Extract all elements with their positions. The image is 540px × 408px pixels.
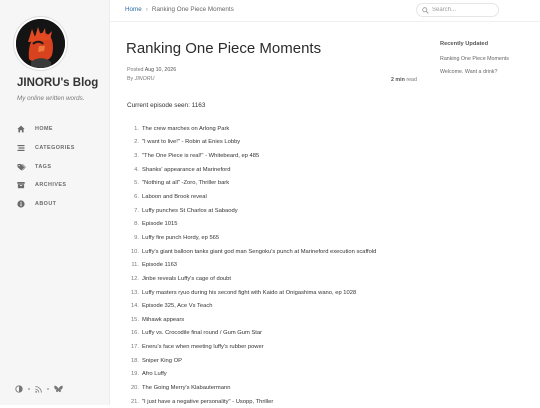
list-item-text: Luffy masters ryuo during his second fight with Kaido at Onigashima wano, ep 1028	[142, 289, 357, 296]
list-item	[126, 163, 426, 177]
list-item-number: 6.	[134, 194, 139, 201]
list-item-number: 19.	[130, 371, 139, 378]
site-subtitle: My online written words.	[17, 95, 85, 102]
list-item-number: 11.	[131, 262, 139, 269]
avatar[interactable]	[16, 19, 65, 68]
nav-label-home: HOME	[35, 126, 53, 133]
search-box[interactable]	[416, 3, 499, 17]
list-item-number: 10.	[130, 248, 139, 255]
nav-item-tags[interactable]	[0, 157, 110, 176]
list-item	[126, 190, 426, 204]
list-item	[126, 340, 426, 354]
list-item-number: 21.	[130, 398, 139, 405]
panel-link[interactable]: Ranking One Piece Moments	[440, 56, 509, 62]
post-title: Ranking One Piece Moments	[126, 40, 322, 57]
list-item-number: 1.	[134, 125, 139, 132]
list-item	[126, 368, 426, 382]
rss-icon[interactable]	[35, 380, 42, 398]
nav-label-tags: TAGS	[35, 163, 52, 170]
list-item	[126, 286, 426, 300]
list-item	[126, 354, 426, 368]
list-item-number: 15.	[130, 316, 139, 323]
separator-dot	[28, 388, 30, 390]
nav-item-home[interactable]	[0, 120, 110, 139]
list-item-number: 14.	[130, 303, 139, 310]
list-item	[126, 217, 426, 231]
search-icon	[422, 1, 429, 19]
posted-label: Posted	[127, 67, 144, 73]
author-name: JINORU	[134, 76, 155, 82]
list-item-number: 8.	[134, 221, 139, 228]
list-item-number: 4.	[134, 166, 139, 173]
nav-item-archives[interactable]	[0, 176, 110, 195]
list-item	[126, 122, 426, 136]
posted-date: Aug 10, 2026	[144, 67, 177, 73]
list-item-text: Episode 1015	[142, 221, 178, 228]
moments-list	[126, 122, 426, 408]
list-item-text: The Going Merry's Klabautermann	[142, 384, 231, 391]
sidebar-nav	[0, 120, 110, 213]
list-item-number: 3.	[134, 153, 139, 160]
sidebar	[0, 0, 110, 405]
list-item	[126, 177, 426, 191]
list-item-number: 17.	[130, 344, 139, 351]
topbar	[110, 0, 540, 22]
bluesky-icon[interactable]	[54, 380, 63, 398]
list-item-number: 18.	[130, 357, 139, 364]
list-item-text: Mihawk appears	[142, 316, 185, 323]
list-item	[126, 245, 426, 259]
stream-icon	[16, 143, 26, 153]
list-item-text: "I just have a negative personality" - Usopp, Thriller	[142, 398, 274, 405]
list-item	[126, 313, 426, 327]
read-time	[391, 77, 417, 83]
list-item-text: Afro Luffy	[142, 371, 167, 378]
list-item-number: 7.	[134, 207, 139, 214]
list-item-number: 20.	[130, 384, 139, 391]
list-item-text: Laboon and Brook reveal	[142, 194, 207, 201]
nav-item-about[interactable]	[0, 195, 110, 214]
list-item-number: 9.	[134, 234, 139, 241]
post-date	[127, 67, 176, 73]
list-item-number: 5.	[134, 180, 139, 187]
list-item	[126, 136, 426, 150]
read-time-value: 2 min	[391, 77, 405, 83]
separator-dot	[47, 388, 49, 390]
panel-link[interactable]: Welcome. Want a drink?	[440, 69, 498, 75]
nav-label-categories: CATEGORIES	[35, 145, 75, 152]
site-title[interactable]: JINORU's Blog	[17, 77, 99, 89]
sidebar-bottom	[15, 380, 63, 398]
list-item-number: 2.	[134, 139, 139, 146]
list-item-text: Episode 1163	[142, 262, 178, 269]
nav-label-about: ABOUT	[35, 201, 57, 208]
list-item-text: Episode 325, Ace Vs Teach	[142, 303, 213, 310]
list-item	[126, 231, 426, 245]
nav-label-archives: ARCHIVES	[35, 182, 67, 189]
breadcrumb-separator: ›	[145, 6, 148, 13]
tags-icon	[16, 162, 26, 172]
list-item-text: Jinbe reveals Luffy's cage of doubt	[142, 275, 231, 282]
read-label: read	[406, 77, 417, 83]
list-item-text: Sniper King OP	[142, 357, 182, 364]
nav-item-categories[interactable]	[0, 139, 110, 158]
current-episode: Current episode seen: 1163	[127, 102, 206, 109]
list-item-text: "The One Piece is real!" - Whitebeard, ep 485	[142, 153, 260, 160]
panel-heading: Recently Updated	[440, 41, 489, 47]
search-input[interactable]	[432, 7, 494, 13]
list-item	[126, 258, 426, 272]
list-item-text: Eneru's face when meeting luffy's rubber power	[142, 344, 264, 351]
list-item-text: "Nothing at all" -Zoro, Thriller bark	[142, 180, 230, 187]
list-item-text: Luffy vs. Crocodile final round / Gum Gum Star	[142, 330, 263, 337]
list-item-text: Luffy punches St Charlos at Sabaody	[142, 207, 238, 214]
list-item	[126, 395, 426, 408]
archive-icon	[16, 180, 26, 190]
list-item	[126, 381, 426, 395]
list-item	[126, 327, 426, 341]
list-item-text: Luffy fire punch Hordy, ep 565	[142, 234, 220, 241]
info-icon	[16, 199, 26, 209]
breadcrumb-home-link[interactable]: Home	[125, 6, 142, 13]
list-item	[126, 204, 426, 218]
list-item	[126, 272, 426, 286]
breadcrumb	[125, 6, 234, 13]
post-author	[127, 76, 154, 82]
theme-toggle-icon[interactable]	[15, 380, 23, 398]
list-item-number: 12.	[130, 275, 139, 282]
list-item-text: The crew marches on Arlong Park	[142, 125, 230, 132]
list-item-text: "I want to live!" - Robin at Enies Lobby	[142, 139, 241, 146]
by-label: By	[127, 76, 134, 82]
recently-updated-panel	[440, 41, 535, 75]
list-item-text: Luffy's giant balloon tanks giant god man Sengoku's punch at Marineford execution scaffold	[142, 248, 377, 255]
list-item	[126, 149, 426, 163]
list-item-number: 13.	[130, 289, 139, 296]
list-item	[126, 299, 426, 313]
list-item-text: Shanks' appearance at Marineford	[142, 166, 231, 173]
breadcrumb-current: Ranking One Piece Moments	[151, 6, 234, 13]
list-item-number: 16.	[130, 330, 139, 337]
home-icon	[16, 124, 26, 134]
